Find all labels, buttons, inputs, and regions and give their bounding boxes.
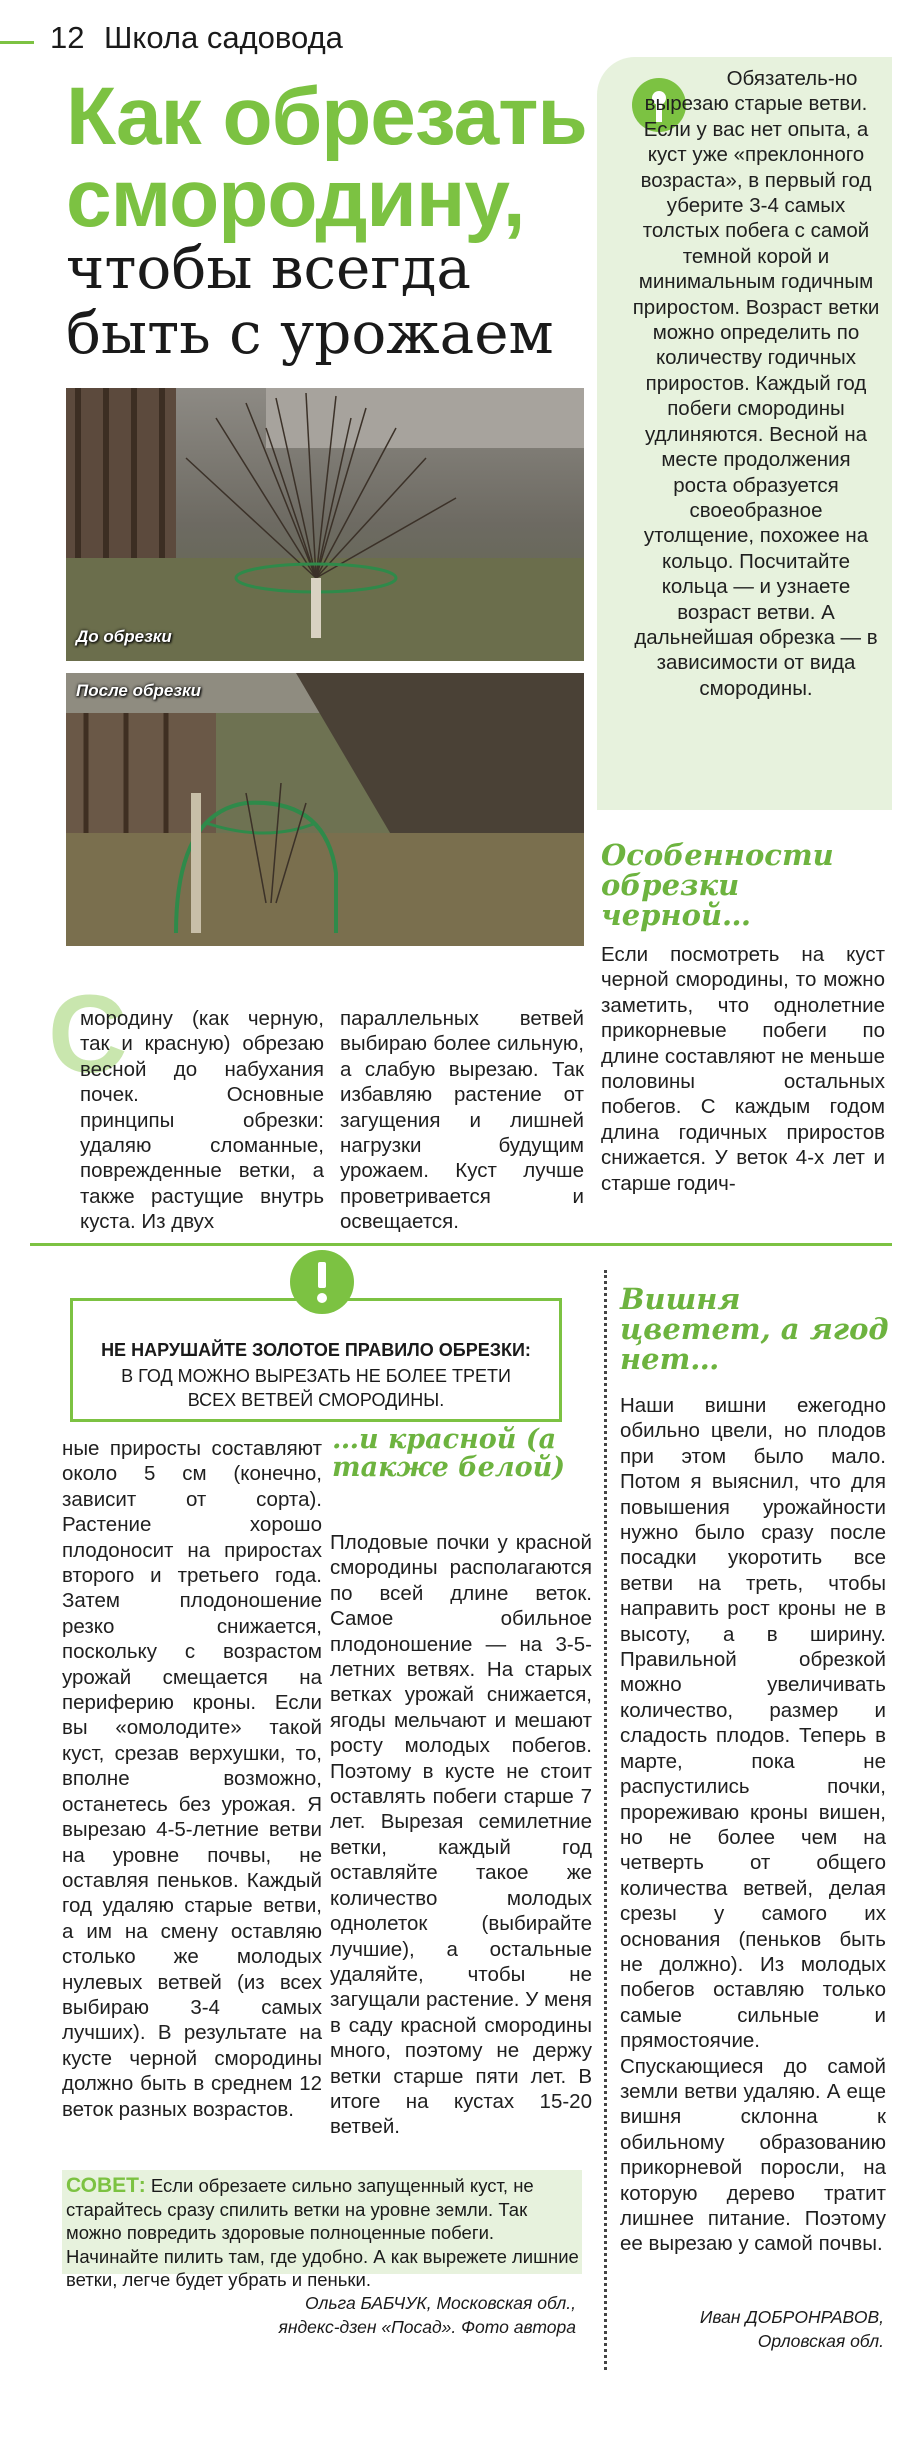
photo-after-pruning (66, 673, 584, 946)
title-line-4: быть с урожаем (66, 299, 554, 367)
section-divider (30, 1243, 892, 1246)
black-currant-text-1: Если посмотреть на куст черной смородины, то можно заметить, что однолетние прикорневые побеги по длине составляют не меньше половины остальных побегов. С каждым годом длина годичных приростов снижается. У веток 4-х лет и старше годич- (601, 943, 885, 1195)
cherry-heading: Вишня цветет, а ягод нет… (620, 1282, 889, 1376)
black-currant-heading: Особенности обрезки черной… (601, 838, 834, 932)
tip-text: Обязатель-но вырезаю старые ветви. Если у вас нет опыта, а куст уже «преклонного возраста», в первый год уберите 3-4 самых толстых побега с самой темной корой и минимальным годичным приростом. Возраст ветки можно определить по количеству годичных приростов. Каждый год побеги смородины удлиняются. Весной на месте продолжения роста образуется своеобразное утолщение, похожее на кольцо. Посчитайте кольца — и узнаете возраст ветви. А дальнейшая обрезка — в зависимости от вида смородины. (632, 67, 880, 700)
header-rule (0, 41, 34, 44)
section-title: Школа садовода (104, 20, 343, 55)
intro-text-col1: мородину (как черную, так и красную) обрезаю весной до набухания почек. Основные принципы обрезки: удаляю сломанные, поврежденные ветки, а также растущие внутрь куста. Из двух (80, 1007, 324, 1234)
photo-after-caption: После обрезки (76, 681, 202, 700)
author-1-name: Ольга БАБЧУК, Московская обл., (305, 2293, 576, 2313)
black-currant-text-2: ные приросты составляют около 5 см (конечно, зависит от сорта). Растение хорошо плодоносит на приростах второго и третьего года. Затем плодоношение резко снижается, поскольку с возрастом урожай смещается на периферию кроны. Если вы «омолодите» такой куст, срезав верхушки, то, вполне возможно, останетесь без урожая. Я вырезаю 4-5-летние ветви на уровне почвы, не оставляя пеньков. Каждый год удаляю старые ветви, а им на смену оставляю столько же молодых нулевых ветвей (из всех выбираю 3-4 самых лучших). В результате на кусте черной смородины должно быть в среднем 12 веток разных возрастов. (62, 1437, 322, 2121)
title-line-2: смородину, (66, 153, 525, 244)
cherry-text: Наши вишни ежегодно обильно цвели, но плодов при этом было мало. Потом я выяснил, что для повышения урожайности нужно было сразу после посадки укоротить все ветви на треть, чтобы направить рост кроны не в высоту, а в ширину. Правильной обрезкой можно увеличивать количество, размер и сладость плодов. Теперь в марте, пока не распустились почки, прореживаю кроны вишен, но не более чем на четверть от общего количества ветвей, делая срезы у самого их основания (пеньков быть не должно). Из молодых побегов оставляю только самые сильные и прямостоячие. Спускающиеся до самой земли ветви удаляю. А еще вишня склонна к обильному образованию прикорневой поросли, на которую дерево тратит лишнее питание. Поэтому ее вырезаю у самой почвы. (620, 1394, 886, 2256)
intro-dropcap: С (48, 973, 128, 1096)
red-currant-text: Плодовые почки у красной смородины располагаются по всей длине веток. Самое обильное плодоношение — на 3-5-летних ветвях. На старых ветках урожай снижается, ягоды мельчают и мешают росту молодых побегов. Поэтому в кусте не стоит оставлять побеги старше 7 лет. Вырезая семилетние ветки, каждый год оставляйте такое же количество молодых однолеток (выбирайте лучшие), а остальные удаляйте, чтобы не загущали растение. У меня в саду красной смородины много, поэтому не держу ветки старше пяти лет. В итоге на кустах 15-20 ветвей. (330, 1531, 592, 2139)
intro-text-col2: параллельных ветвей выбираю более сильную, а слабую вырезаю. Так избавляю растение от загущения и лишней нагрузки будущим урожаем. Куст лучше проветривается и освещается. (340, 1007, 584, 1234)
photo-before-caption: До обрезки (76, 627, 172, 646)
advice-box (62, 2170, 582, 2291)
photo-before-pruning (66, 388, 584, 661)
golden-rule-title: НЕ НАРУШАЙТЕ ЗОЛОТОЕ ПРАВИЛО ОБРЕЗКИ: (101, 1340, 531, 1360)
exclamation-icon (290, 1250, 354, 1314)
author-2-region: Орловская обл. (757, 2331, 884, 2351)
column-divider (604, 1270, 607, 2370)
golden-rule-line-2: ВСЕХ ВЕТВЕЙ СМОРОДИНЫ. (187, 1390, 445, 1410)
advice-label: СОВЕТ: (66, 2174, 146, 2197)
red-currant-heading: …и красной (а также белой) (332, 1424, 566, 1483)
author-2-name: Иван ДОБРОНРАВОВ, (699, 2307, 884, 2327)
golden-rule-box (70, 1298, 562, 1422)
advice-text: Если обрезаете сильно запущенный куст, не старайтесь сразу спилить ветки на уровне земли. Так можно повредить здоровые полноценные побеги. Начинайте пилить там, где удобно. А как вырежете лишние ветки, легче будет убрать и пеньки. (66, 2175, 579, 2291)
title-line-3: чтобы всегда (66, 234, 472, 302)
title-line-1: Как обрезать (66, 71, 587, 162)
page-number: 12 (50, 20, 85, 55)
golden-rule-line-1: В ГОД МОЖНО ВЫРЕЗАТЬ НЕ БОЛЕЕ ТРЕТИ (121, 1366, 511, 1386)
author-1-source: яндекс-дзен «Посад». Фото автора (278, 2317, 576, 2337)
